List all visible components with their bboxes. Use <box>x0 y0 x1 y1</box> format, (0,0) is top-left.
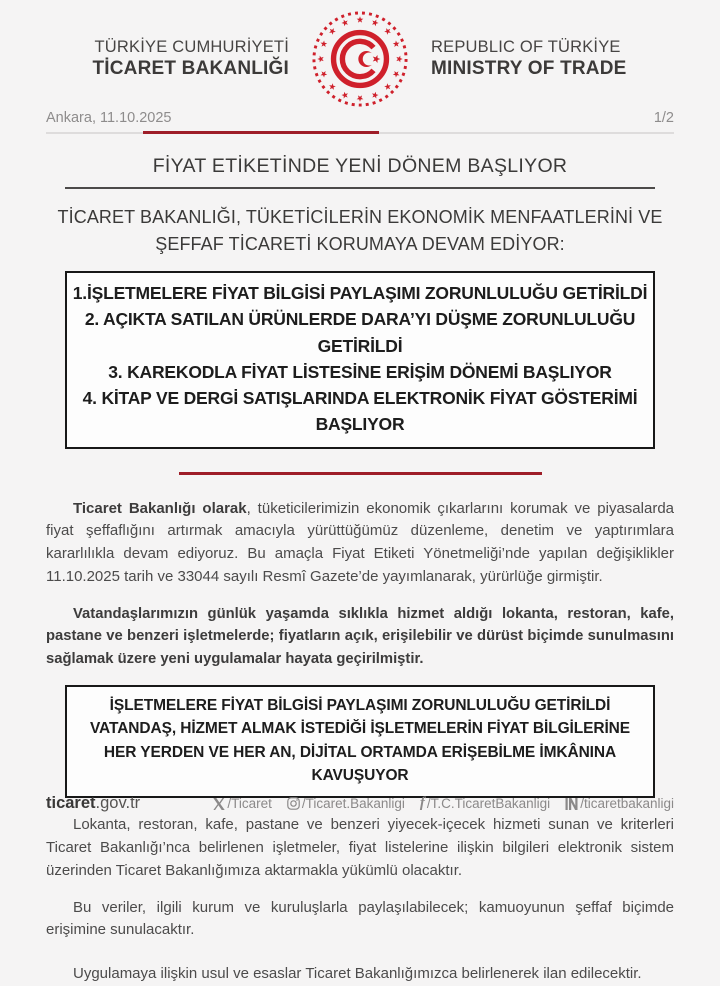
instagram-icon <box>287 797 300 810</box>
paragraph-3: Lokanta, restoran, kafe, pastane ve benzeri yiyecek-içecek hizmeti sunan ve kriterleri Ticaret Bakanlığı’nca belirlenen işletmeler, fiyat listelerine ilişkin bilgileri elektronik sistem üzerinden Ticaret Bakanlığımıza aktarmakla yükümlü olacaktır. <box>46 816 674 879</box>
paragraph-1-bold-lead: Ticaret Bakanlığı olarak <box>73 499 247 517</box>
org-tr-line1: TÜRKİYE CUMHURİYETİ <box>94 37 289 56</box>
highlight-box-price-sharing <box>65 685 655 798</box>
page-subtitle: TİCARET BAKANLIĞI, TÜKETİCİLERİN EKONOMİK MENFAATLERİNİ VE ŞEFFAF TİCARETİ KORUMAYA DEVAM EDİYOR: <box>57 207 663 254</box>
paragraph-2: Vatandaşlarımızın günlük yaşamda sıklıkla hizmet aldığı lokanta, restoran, kafe, pastane ve benzeri işletmelerde; fiyatların açık, erişilebilir ve dürüst biçimde sunulmasını sağlamak üzere yeni uygulamalar hayata geçirilmiştir. <box>46 605 674 667</box>
measure-item-4: 4. KİTAP VE DERGİ SATIŞLARINDA ELEKTRONİK FİYAT GÖSTERİMİ BAŞLIYOR <box>82 388 638 435</box>
dateline-row <box>0 110 720 126</box>
facebook-icon: f <box>419 795 425 811</box>
ministry-of-trade-emblem-icon <box>311 10 409 108</box>
paragraph-4: Bu veriler, ilgili kurum ve kuruluşlarla paylaşılabilecek; kamuoyunun şeffaf biçimde erişimine sunulacaktır. <box>46 898 674 939</box>
measure-item-2: 2. AÇIKTA SATILAN ÜRÜNLERDE DARA’YI DÜŞME ZORUNLULUĞU GETİRİLDİ <box>84 309 636 356</box>
measure-item-3: 3. KAREKODLA FİYAT LİSTESİNE ERİŞİM DÖNEMİ BAŞLIYOR <box>108 361 612 382</box>
page-title: FİYAT ETİKETİNDE YENİ DÖNEM BAŞLIYOR <box>152 155 568 177</box>
social-link-nsosyal[interactable] <box>565 796 674 811</box>
highlight-box-measures <box>65 271 655 449</box>
org-tr-line2: TİCARET BAKANLIĞI <box>92 58 289 80</box>
body-copy-lower <box>0 814 720 986</box>
paragraph-5: Uygulamaya ilişkin usul ve esaslar Ticaret Bakanlığımızca belirlenerek ilan edilecektir. <box>73 965 642 983</box>
social-handle: /T.C.TicaretBakanligi <box>426 796 551 811</box>
org-name-turkish <box>64 37 289 81</box>
footer <box>0 794 720 813</box>
nsosyal-icon <box>565 798 578 810</box>
price-sharing-headline: İŞLETMELERE FİYAT BİLGİSİ PAYLAŞIMI ZORUNLULUĞU GETİRİLDİ <box>109 697 611 715</box>
org-en-line1: REPUBLIC OF TÜRKİYE <box>431 37 621 56</box>
dateline: Ankara, 11.10.2025 <box>46 110 172 126</box>
header-divider <box>46 131 674 134</box>
org-en-line2: MINISTRY OF TRADE <box>431 58 627 80</box>
social-handle: /ticaretbakanligi <box>580 796 674 811</box>
social-link-facebook[interactable] <box>420 795 550 812</box>
website-rest-part: .gov.tr <box>95 794 141 812</box>
social-link-instagram[interactable] <box>287 796 405 811</box>
paragraph-1 <box>46 498 674 589</box>
price-sharing-detail: VATANDAŞ, HİZMET ALMAK İSTEDİĞİ İŞLETMELERİN FİYAT BİLGİLERİNE HER YERDEN VE HER AN, DİJİTAL ORTAMDA ERİŞEBİLME İMKÂNINA KAVUŞUYOR <box>89 720 631 784</box>
title-underline <box>65 187 655 189</box>
website-bold-part: ticaret <box>46 794 96 812</box>
website-link[interactable] <box>46 794 140 813</box>
org-name-english <box>431 37 656 81</box>
social-handle: /Ticaret <box>227 796 272 811</box>
measure-item-1: 1.İŞLETMELERE FİYAT BİLGİSİ PAYLAŞIMI ZORUNLULUĞU GETİRİLDİ <box>72 283 648 303</box>
header <box>0 0 720 108</box>
social-handle: /Ticaret.Bakanligi <box>301 796 405 811</box>
page-indicator: 1/2 <box>653 110 674 126</box>
x-twitter-icon <box>213 798 225 810</box>
social-link-x[interactable] <box>213 796 272 811</box>
social-links <box>213 795 674 812</box>
header-divider-red-segment <box>143 131 379 134</box>
paragraph-1-rest: , tüketicilerimizin ekonomik çıkarlarını korumak ve piyasalarda fiyat şeffaflığını artırmak amacıyla yürüttüğümüz düzenleme, denetim ve yaptırımlara kararlılıkla devam ediyoruz. Bu amaçla Fiyat Etiketi Yönetmeliği’nde yapılan değişiklikler 11.10.2025 tarih ve 33044 sayılı Resmî Gazete’de yayımlanarak, yürürlüğe girmiştir. <box>46 499 674 585</box>
body-copy <box>0 498 720 671</box>
section-divider-red <box>179 472 542 475</box>
